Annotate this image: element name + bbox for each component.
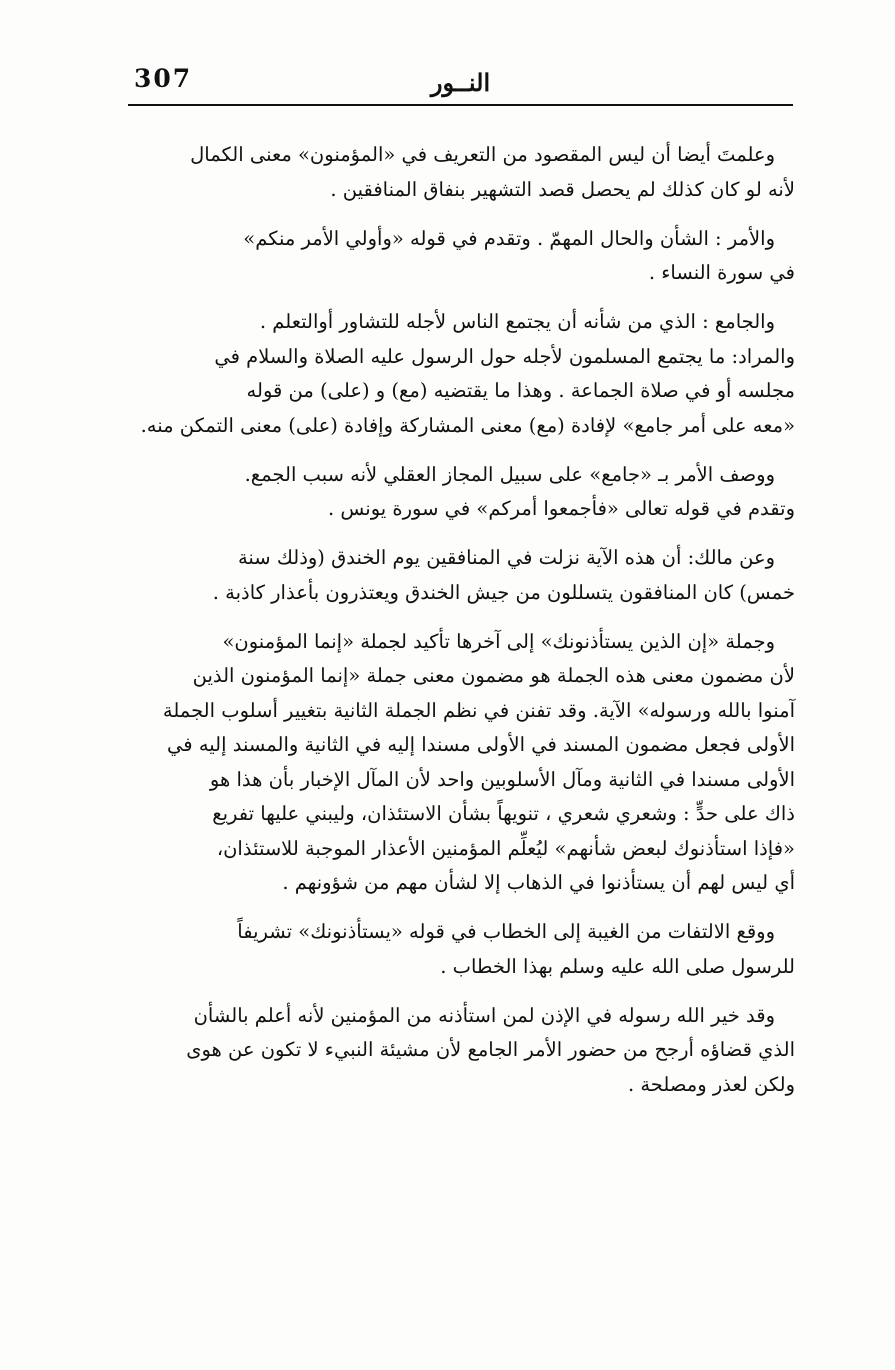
paragraph: ووصف الأمر بـ «جامع» على سبيل المجاز العقلي لأنه سبب الجمع. وتقدم في قوله تعالى «فأجمعوا أمركم» في سورة يونس .: [244, 462, 795, 520]
paragraph: والجامع : الذي من شأنه أن يجتمع الناس لأجله للتشاور أوالتعلم . والمراد: ما يجتمع المسلمون لأجله حول الرسول عليه الصلاة والسلام في مجلسه أو في صلاة الجماعة . وهذا ما يقتضيه (مع) و (على) من قوله «معه على أمر جامع» لإفادة (مع) معنى المشاركة وإفادة (على) معنى التمكن منه.: [140, 310, 795, 437]
paragraph: والأمر : الشأن والحال المهمّ . وتقدم في قوله «وأولي الأمر منكم» في سورة النساء .: [243, 226, 795, 284]
paragraph: وقد خير الله رسوله في الإذن لمن استأذنه من المؤمنين لأنه أعلم بالشأن الذي قضاؤه أرجح من حضور الأمر الجامع لأن مشيئة النبيء لا تكون عن هوى ولكن لعذر ومصلحة .: [186, 1003, 795, 1096]
running-title: النــور: [430, 68, 491, 97]
paragraph: وعن مالك: أن هذه الآية نزلت في المنافقين يوم الخندق (وذلك سنة خمس) كان المنافقون يتسللون من جيش الخندق ويعتذرون بأعذار كاذبة .: [212, 546, 795, 604]
paragraph: وعلمتَ أيضا أن ليس المقصود من التعريف في «المؤمنون» معنى الكمال لأنه لو كان كذلك لم يحصل قصد التشهير بنفاق المنافقين .: [190, 143, 795, 201]
paragraph: ووقع الالتفات من الغيبة إلى الخطاب في قوله «يستأذنونك» تشريفاً للرسول صلى الله عليه وسلم بهذا الخطاب .: [237, 920, 795, 978]
page-number: 307: [134, 64, 193, 93]
body-text: [126, 138, 795, 1117]
paragraph: وجملة «إن الذين يستأذنونك» إلى آخرها تأكيد لجملة «إنما المؤمنون» لأن مضمون معنى هذه الجملة هو مضمون معنى جملة «إنما المؤمنون الذين آمنوا بالله ورسوله» الآية. وقد تفنن في نظم الجملة الثانية بتغيير أسلوب الجملة الأولى فجعل مضمون المسند في الأولى مسندا إليه في الثانية والمسند إليه في الأولى مسندا في الثانية ومآل الأسلوبين واحد لأن المآل الإخبار بأن هذا هو ذاك على حدٍّ : وشعري شعري ، تنويهاً بشأن الاستئذان، وليبني عليها تفريع «فإذا استأذنوك لبعض شأنهم» ليُعلِّم المؤمنين الأعذار الموجبة للاستئذان، أي ليس لهم أن يستأذنوا في الذهاب إلا لشأن مهم من شؤونهم .: [162, 629, 795, 894]
page-header: [128, 58, 793, 106]
